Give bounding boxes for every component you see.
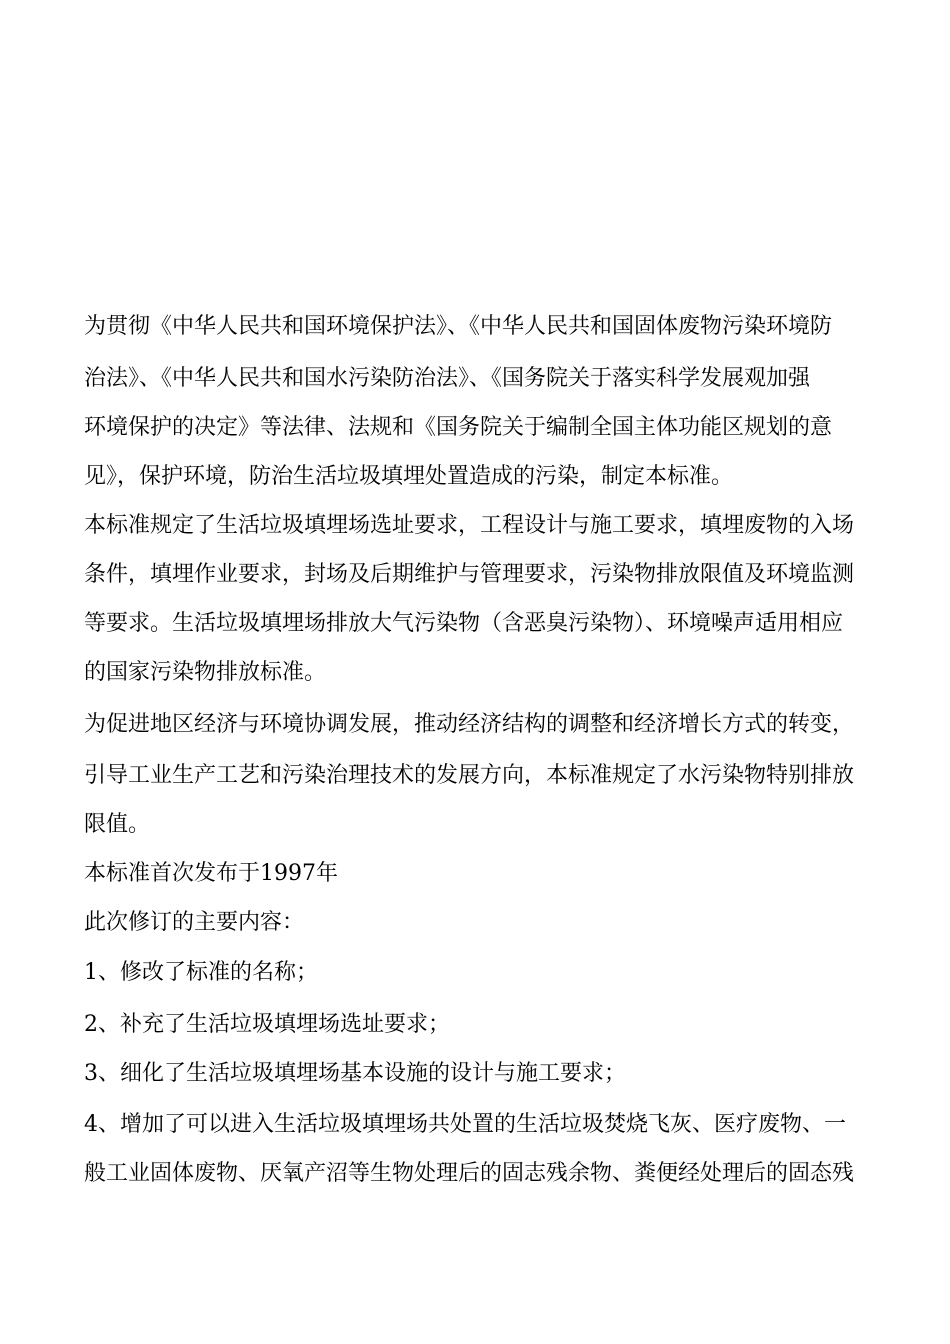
text-line: 为促进地区经济与环境协调发展，推动经济结构的调整和经济增长方式的转变， [84,712,855,737]
text-line: 1、修改了标准的名称； [84,960,318,985]
text-line: 环境保护的决定》等法律、法规和《国务院关于编制全国主体功能区规划的意 [84,415,833,440]
text-line: 为贯彻《中华人民共和国环境保护法》、《中华人民共和国固体废物污染环境防 [84,314,833,339]
text-line: 般工业固体废物、厌氧产沼等生物处理后的固志残余物、粪便经处理后的固态残 [84,1161,855,1186]
text-line: 治法》、《中华人民共和国水污染防治法》、《国务院关于落实科学发展观加强 [84,366,811,391]
text-line: 的国家污染物排放标准。 [84,660,327,685]
text-line: 见》，保护环境，防治生活垃圾填埋处置造成的污染，制定本标准。 [84,464,734,489]
text-line: 本标准首次发布于1997年 [84,861,338,886]
text-line: 4、增加了可以进入生活垃圾填埋场共处置的生活垃圾焚烧飞灰、医疗废物、一 [84,1112,846,1137]
text-line: 条件，填埋作业要求，封场及后期维护与管理要求，污染物排放限值及环境监测 [84,562,855,587]
text-line: 2、补充了生活垃圾填埋场选址要求； [84,1012,450,1037]
text-line: 3、细化了生活垃圾填埋场基本设施的设计与施工要求； [84,1061,626,1086]
text-line: 此次修订的主要内容： [84,910,305,935]
text-line: 等要求。生活垃圾填埋场排放大气污染物（含恶臭污染物）、环境噪声适用相应 [84,611,844,636]
text-line: 限值。 [84,812,151,837]
text-line: 本标准规定了生活垃圾填埋场选址要求，工程设计与施工要求，填埋废物的入场 [84,513,855,538]
text-line: 引导工业生产工艺和污染治理技术的发展方向，本标准规定了水污染物特别排放 [84,763,855,788]
